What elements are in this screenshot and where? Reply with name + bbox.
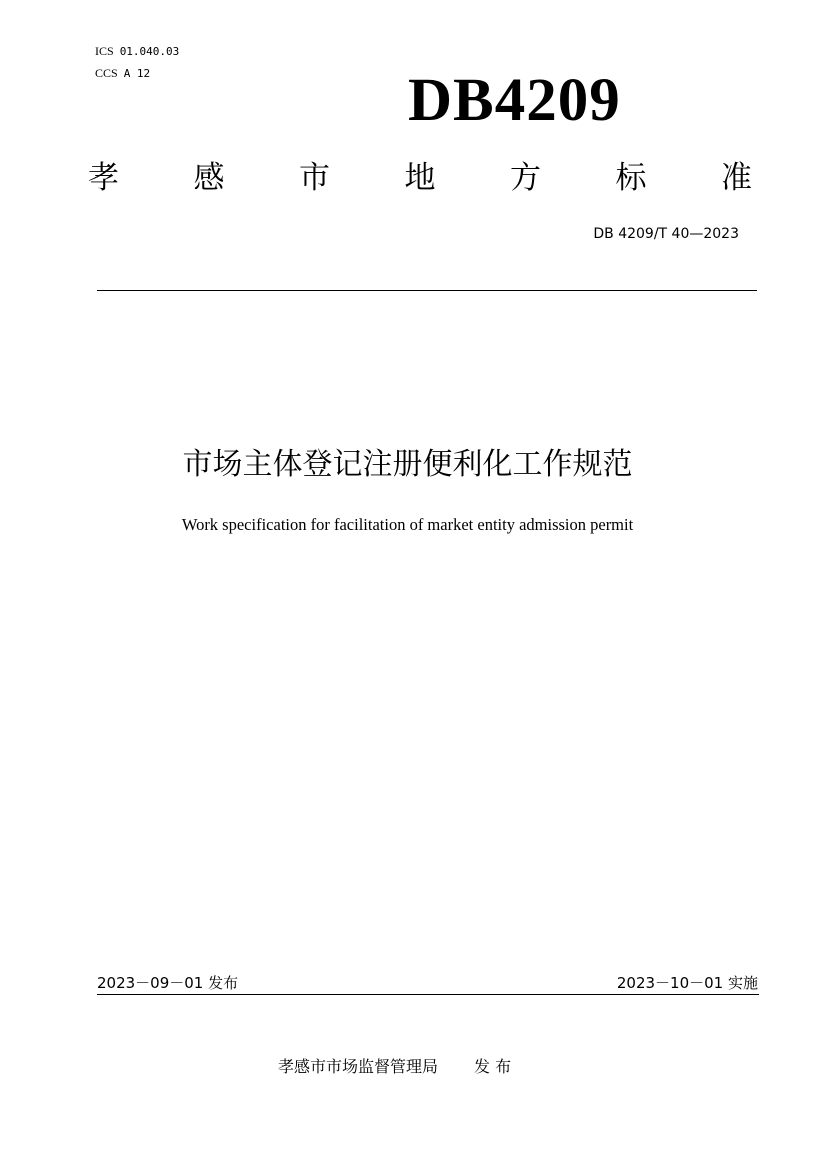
ics-code: 01.040.03 — [119, 45, 180, 58]
ics-label: ICS — [95, 44, 114, 58]
bottom-divider — [97, 994, 759, 995]
document-title-english: Work specification for facilitation of market entity admission permit — [181, 515, 634, 534]
standard-code: DB4209 — [408, 67, 621, 134]
top-divider — [97, 290, 757, 291]
standard-name-char: 地 — [404, 160, 436, 196]
issuer-name: 孝感市市场监督管理局 — [278, 1057, 439, 1076]
document-title-chinese: 市场主体登记注册便利化工作规范 — [182, 447, 633, 482]
ccs-code: A 12 — [123, 67, 151, 80]
ics-classification — [95, 40, 179, 59]
ccs-label: CCS — [95, 66, 118, 80]
ccs-classification — [95, 62, 150, 81]
standard-name-char: 准 — [721, 160, 752, 196]
standard-name-char: 感 — [193, 160, 225, 196]
issuer-action: 发 布 — [474, 1057, 512, 1076]
standard-name — [88, 158, 752, 198]
implementation-date: 2023－10－01 实施 — [616, 974, 758, 992]
issue-date: 2023－09－01 发布 — [97, 974, 239, 992]
issuer-line — [278, 1054, 511, 1077]
standard-name-char: 孝 — [88, 160, 119, 196]
standard-name-char: 方 — [510, 160, 541, 196]
standard-number: DB 4209/T 40—2023 — [593, 226, 739, 242]
standard-name-char: 标 — [615, 160, 647, 196]
standard-name-char: 市 — [299, 160, 330, 196]
